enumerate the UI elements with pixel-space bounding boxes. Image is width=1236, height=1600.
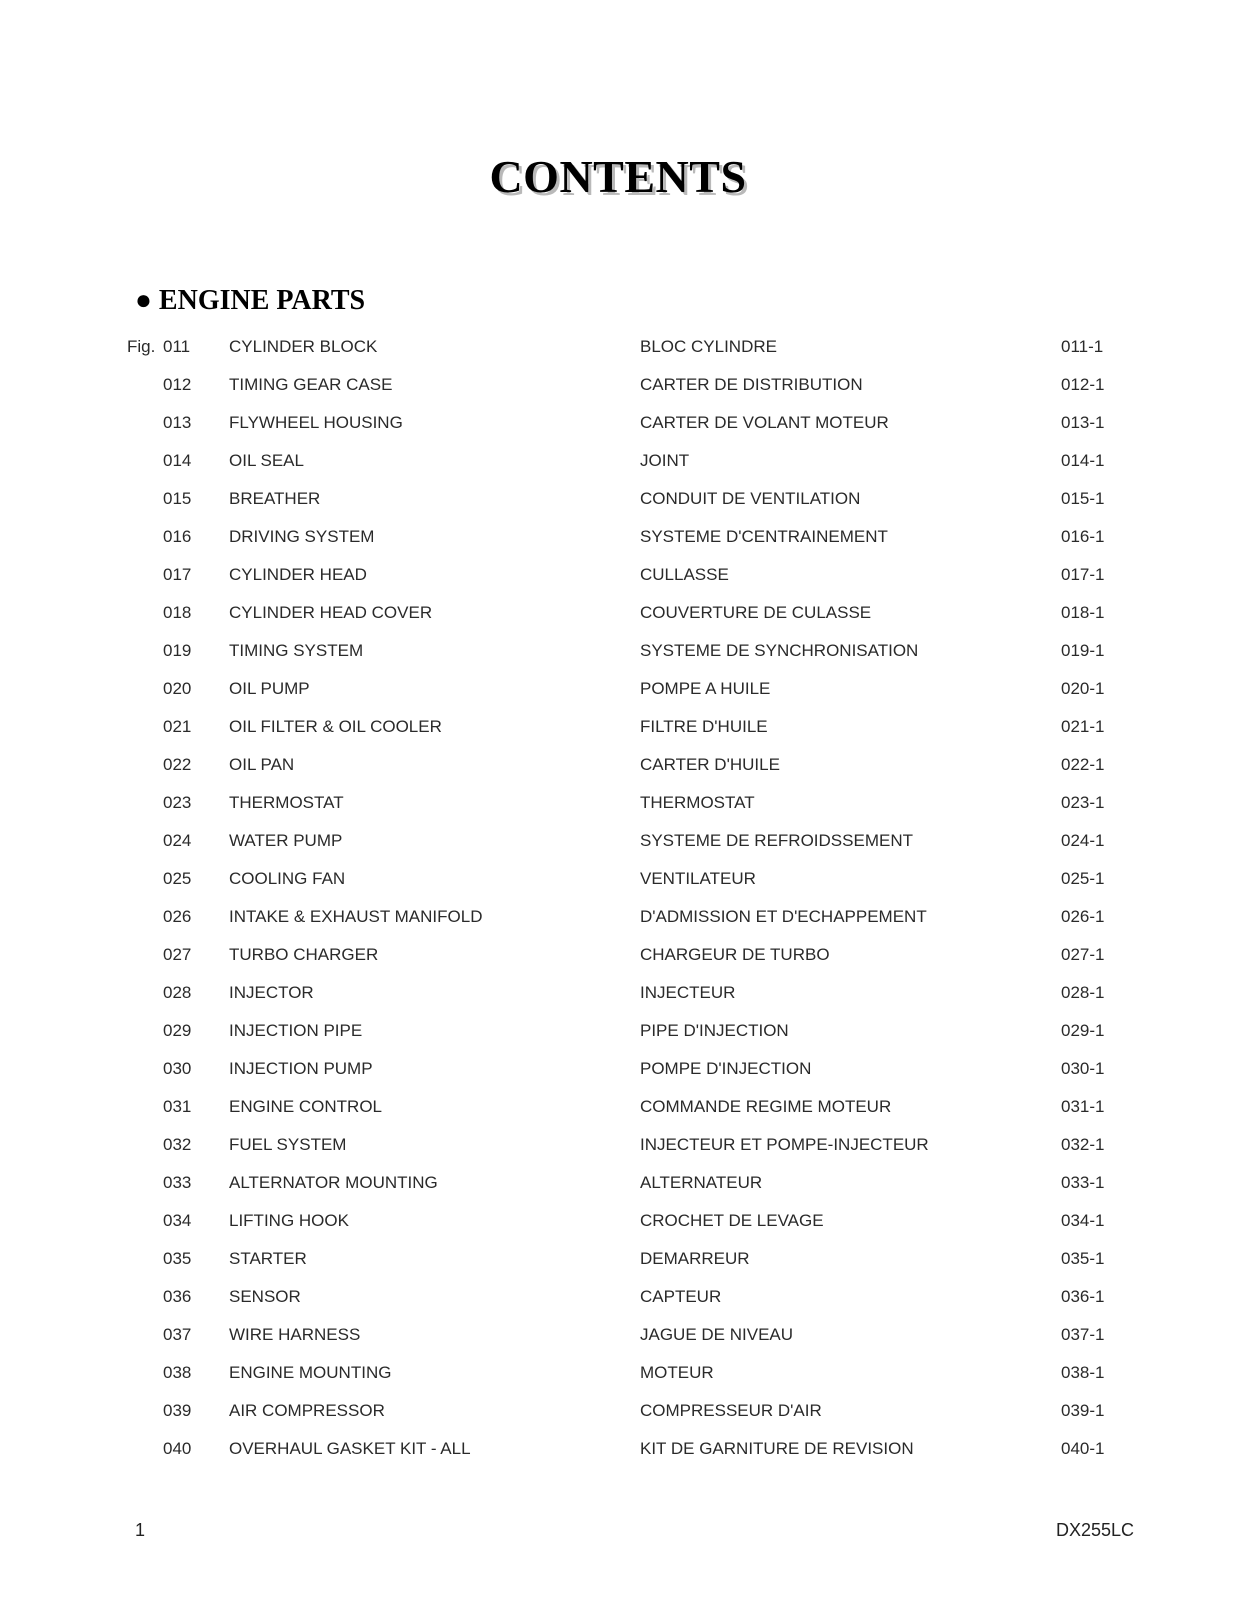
fig-number: 026 — [163, 907, 192, 926]
toc-row — [0, 1320, 1236, 1358]
french-title: JOINT — [640, 451, 690, 470]
page-reference: 033-1 — [1061, 1173, 1105, 1192]
fig-number: 035 — [163, 1249, 192, 1268]
page-reference: 021-1 — [1061, 717, 1105, 736]
fig-number: 012 — [163, 375, 192, 394]
page-reference: 013-1 — [1061, 413, 1105, 432]
page-reference: 022-1 — [1061, 755, 1105, 774]
english-title: ALTERNATOR MOUNTING — [229, 1173, 438, 1192]
english-title: INTAKE & EXHAUST MANIFOLD — [229, 907, 483, 926]
page-reference: 018-1 — [1061, 603, 1105, 622]
french-title: POMPE D'INJECTION — [640, 1059, 812, 1078]
english-title: DRIVING SYSTEM — [229, 527, 375, 546]
english-title: ENGINE CONTROL — [229, 1097, 383, 1116]
fig-number: 014 — [163, 451, 192, 470]
fig-number: 029 — [163, 1021, 192, 1040]
english-title: OIL PUMP — [229, 679, 310, 698]
toc-row — [0, 1434, 1236, 1472]
fig-number: 025 — [163, 869, 192, 888]
page-reference: 037-1 — [1061, 1325, 1105, 1344]
page-number: 1 — [135, 1520, 146, 1540]
french-title: CONDUIT DE VENTILATION — [640, 489, 861, 508]
page-reference: 035-1 — [1061, 1249, 1105, 1268]
section-heading — [135, 285, 365, 317]
french-title: D'ADMISSION ET D'ECHAPPEMENT — [640, 907, 927, 926]
page-reference: 026-1 — [1061, 907, 1105, 926]
french-title: FILTRE D'HUILE — [640, 717, 768, 736]
french-title: CARTER D'HUILE — [640, 755, 780, 774]
french-title: SYSTEME DE SYNCHRONISATION — [640, 641, 919, 660]
page-reference: 012-1 — [1061, 375, 1105, 394]
toc-row — [0, 1396, 1236, 1434]
french-title: ALTERNATEUR — [640, 1173, 763, 1192]
english-title: TURBO CHARGER — [229, 945, 379, 964]
fig-number: 037 — [163, 1325, 192, 1344]
page-reference: 034-1 — [1061, 1211, 1105, 1230]
english-title: BREATHER — [229, 489, 321, 508]
english-title: CYLINDER BLOCK — [229, 337, 378, 356]
toc-row — [0, 1130, 1236, 1168]
page-reference: 016-1 — [1061, 527, 1105, 546]
section-heading-text: ENGINE PARTS — [158, 285, 366, 316]
toc-row — [0, 598, 1236, 636]
english-title: CYLINDER HEAD — [229, 565, 367, 584]
fig-number: 018 — [163, 603, 192, 622]
english-title: OIL PAN — [229, 755, 295, 774]
english-title: WIRE HARNESS — [229, 1325, 361, 1344]
fig-number: 033 — [163, 1173, 192, 1192]
page-title: CONTENTS — [489, 151, 747, 202]
french-title: PIPE D'INJECTION — [640, 1021, 789, 1040]
page-reference: 028-1 — [1061, 983, 1105, 1002]
page-reference: 027-1 — [1061, 945, 1105, 964]
toc-row — [0, 636, 1236, 674]
toc-row — [0, 864, 1236, 902]
toc-row — [0, 712, 1236, 750]
english-title: INJECTOR — [229, 983, 314, 1002]
english-title: FLYWHEEL HOUSING — [229, 413, 403, 432]
page-reference: 038-1 — [1061, 1363, 1105, 1382]
french-title: SYSTEME DE REFROIDSSEMENT — [640, 831, 913, 850]
toc-row — [0, 1016, 1236, 1054]
page-reference: 025-1 — [1061, 869, 1105, 888]
fig-number: 016 — [163, 527, 192, 546]
toc-row — [0, 1054, 1236, 1092]
french-title: COUVERTURE DE CULASSE — [640, 603, 872, 622]
fig-number: 031 — [163, 1097, 192, 1116]
fig-number: 015 — [163, 489, 192, 508]
english-title: TIMING GEAR CASE — [229, 375, 393, 394]
english-title: SENSOR — [229, 1287, 301, 1306]
toc-row — [0, 902, 1236, 940]
fig-number: 019 — [163, 641, 192, 660]
toc-row — [0, 940, 1236, 978]
french-title: CARTER DE DISTRIBUTION — [640, 375, 863, 394]
english-title: WATER PUMP — [229, 831, 343, 850]
model-name: DX255LC — [1055, 1520, 1134, 1540]
toc-row — [0, 332, 1236, 370]
toc-row — [0, 826, 1236, 864]
fig-number: 038 — [163, 1363, 192, 1382]
page-reference: 029-1 — [1061, 1021, 1105, 1040]
toc-row — [0, 750, 1236, 788]
toc-row — [0, 1168, 1236, 1206]
page-reference: 031-1 — [1061, 1097, 1105, 1116]
toc-row — [0, 446, 1236, 484]
fig-number: 022 — [163, 755, 192, 774]
french-title: THERMOSTAT — [640, 793, 755, 812]
page-reference: 024-1 — [1061, 831, 1105, 850]
bullet-icon: ● — [135, 285, 152, 316]
page-reference: 036-1 — [1061, 1287, 1105, 1306]
fig-number: 011 — [163, 337, 191, 356]
english-title: LIFTING HOOK — [229, 1211, 349, 1230]
french-title: MOTEUR — [640, 1363, 714, 1382]
toc-row — [0, 978, 1236, 1016]
page-reference: 040-1 — [1061, 1439, 1105, 1458]
page-reference: 017-1 — [1061, 565, 1105, 584]
fig-number: 034 — [163, 1211, 192, 1230]
english-title: STARTER — [229, 1249, 307, 1268]
fig-number: 040 — [163, 1439, 192, 1458]
english-title: TIMING SYSTEM — [229, 641, 364, 660]
french-title: BLOC CYLINDRE — [640, 337, 777, 356]
french-title: KIT DE GARNITURE DE REVISION — [640, 1439, 914, 1458]
fig-number: 032 — [163, 1135, 192, 1154]
page-reference: 015-1 — [1061, 489, 1105, 508]
english-title: COOLING FAN — [229, 869, 346, 888]
page-reference: 019-1 — [1061, 641, 1105, 660]
french-title: COMMANDE REGIME MOTEUR — [640, 1097, 892, 1116]
french-title: CROCHET DE LEVAGE — [640, 1211, 824, 1230]
fig-number: 020 — [163, 679, 192, 698]
page-reference: 020-1 — [1061, 679, 1105, 698]
fig-prefix: Fig. — [127, 337, 156, 356]
english-title: THERMOSTAT — [229, 793, 344, 812]
french-title: INJECTEUR ET POMPE-INJECTEUR — [640, 1135, 929, 1154]
toc-row — [0, 1282, 1236, 1320]
english-title: INJECTION PUMP — [229, 1059, 373, 1078]
toc-row — [0, 1244, 1236, 1282]
english-title: AIR COMPRESSOR — [229, 1401, 385, 1420]
french-title: DEMARREUR — [640, 1249, 750, 1268]
english-title: OIL FILTER & OIL COOLER — [229, 717, 442, 736]
french-title: CHARGEUR DE TURBO — [640, 945, 830, 964]
toc-row — [0, 560, 1236, 598]
english-title: INJECTION PIPE — [229, 1021, 363, 1040]
fig-number: 030 — [163, 1059, 192, 1078]
toc-row — [0, 674, 1236, 712]
fig-number: 036 — [163, 1287, 192, 1306]
english-title: CYLINDER HEAD COVER — [229, 603, 433, 622]
french-title: POMPE A HUILE — [640, 679, 771, 698]
fig-number: 039 — [163, 1401, 192, 1420]
french-title: JAGUE DE NIVEAU — [640, 1325, 794, 1344]
english-title: ENGINE MOUNTING — [229, 1363, 392, 1382]
english-title: FUEL SYSTEM — [229, 1135, 347, 1154]
page-reference: 032-1 — [1061, 1135, 1105, 1154]
french-title: SYSTEME D'CENTRAINEMENT — [640, 527, 888, 546]
page-reference: 014-1 — [1061, 451, 1105, 470]
toc-row — [0, 484, 1236, 522]
english-title: OIL SEAL — [229, 451, 304, 470]
toc-row — [0, 522, 1236, 560]
toc-row — [0, 1358, 1236, 1396]
french-title: CAPTEUR — [640, 1287, 722, 1306]
toc-row — [0, 788, 1236, 826]
toc-row — [0, 1206, 1236, 1244]
french-title: CULLASSE — [640, 565, 729, 584]
french-title: CARTER DE VOLANT MOTEUR — [640, 413, 889, 432]
page-reference: 039-1 — [1061, 1401, 1105, 1420]
page-reference: 011-1 — [1061, 337, 1104, 356]
page-reference: 030-1 — [1061, 1059, 1105, 1078]
fig-number: 024 — [163, 831, 192, 850]
french-title: INJECTEUR — [640, 983, 736, 1002]
fig-number: 013 — [163, 413, 192, 432]
toc-row — [0, 370, 1236, 408]
french-title: VENTILATEUR — [640, 869, 756, 888]
fig-number: 028 — [163, 983, 192, 1002]
contents-list — [0, 332, 1236, 1472]
toc-row — [0, 1092, 1236, 1130]
fig-number: 023 — [163, 793, 192, 812]
fig-number: 021 — [163, 717, 192, 736]
french-title: COMPRESSEUR D'AIR — [640, 1401, 822, 1420]
english-title: OVERHAUL GASKET KIT - ALL — [229, 1439, 471, 1458]
fig-number: 017 — [163, 565, 192, 584]
fig-number: 027 — [163, 945, 192, 964]
toc-row — [0, 408, 1236, 446]
page-reference: 023-1 — [1061, 793, 1105, 812]
